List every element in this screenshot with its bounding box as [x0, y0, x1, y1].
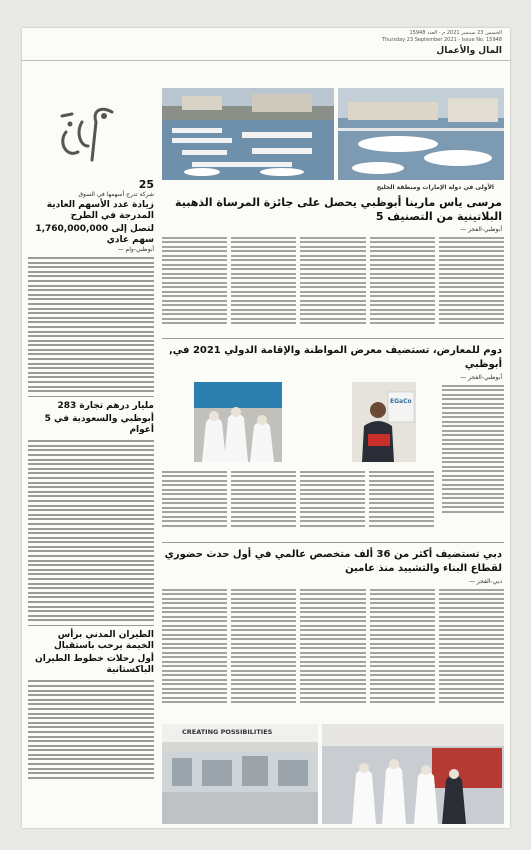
left-headline-3: 283 مليار درهم تجارة: [57, 401, 154, 412]
byline-3: — دبي-الفجر: [468, 578, 502, 585]
divider-1: [162, 338, 504, 339]
left-body-2: [28, 440, 154, 621]
story-1-body: [162, 234, 504, 336]
issue-line-en: Thursday 23 September 2021 - Issue No. 15948: [381, 37, 502, 43]
photo-caption: الأولى في دولة الإمارات ومنطقة الخليج: [376, 184, 494, 191]
section-label: المال والأعمال: [436, 46, 502, 56]
exhibition-photo-speaker: [352, 382, 416, 462]
newspaper-logo: [52, 102, 124, 172]
left-headline-2: لتصل إلى 1,760,000,000 سهم عادي: [35, 224, 154, 245]
story-2-body: [162, 468, 434, 538]
divider-2: [162, 542, 504, 543]
left-headline-6: أول رحلات خطوط الطيران الباكستانية: [35, 654, 154, 676]
main-column: [162, 76, 504, 820]
booth-sign: EGaCo: [390, 398, 412, 405]
byline-2: — أبوظبي-الفجر: [460, 374, 502, 381]
left-body-1: [28, 257, 154, 392]
number-caption: شركة تدرج أسهمها في السوق: [78, 191, 154, 198]
number-25: 25: [138, 178, 154, 191]
marina-photo-right: [338, 88, 504, 180]
left-byline: — أبوظبي-وام: [117, 246, 154, 253]
construction-photo-right: [322, 724, 504, 824]
newspaper-page: [22, 28, 510, 828]
marina-photo-left: [162, 88, 334, 180]
left-headline-1: زيادة عدد الأسهم العادية المدرجة في الطرح: [46, 200, 154, 221]
left-headline-5: الطيران المدني برأس الخيمة يرحب باستقبال: [54, 630, 154, 652]
left-body-3: [28, 680, 154, 778]
byline-1: — أبوظبي-الفجر: [460, 226, 502, 233]
construction-photo-left: [162, 724, 318, 824]
headline-dubai-construction: دبي تستضيف أكثر من 36 ألف متخصص عالمي في أول حدث حضوري لقطاع البناء والتشييد منذ عامين: [164, 549, 502, 574]
headline-marina: مرسى ياس مارينا أبوظبي يحصل على جائزة المرساة الذهبية البلاتينية من التصنيف 5: [175, 196, 502, 223]
page-header: [22, 28, 510, 61]
headline-dome-exhibition: ,دوم للمعارض، تستضيف معرض المواطنة والإقامة الدولي 2021 في أبوظبي: [168, 345, 502, 370]
left-headline-4: أبوظبي والسعودية في 5 أعوام: [44, 414, 154, 436]
issue-line: الخميس 23 سبتمبر 2021 م - العدد 15948: [409, 30, 502, 36]
exhibition-photo-crowd: [194, 382, 282, 462]
expo-banner: CREATING POSSIBILITIES: [182, 728, 273, 736]
left-column: [28, 178, 154, 820]
story-3-body: [162, 586, 504, 720]
story-2-side: [442, 382, 504, 538]
